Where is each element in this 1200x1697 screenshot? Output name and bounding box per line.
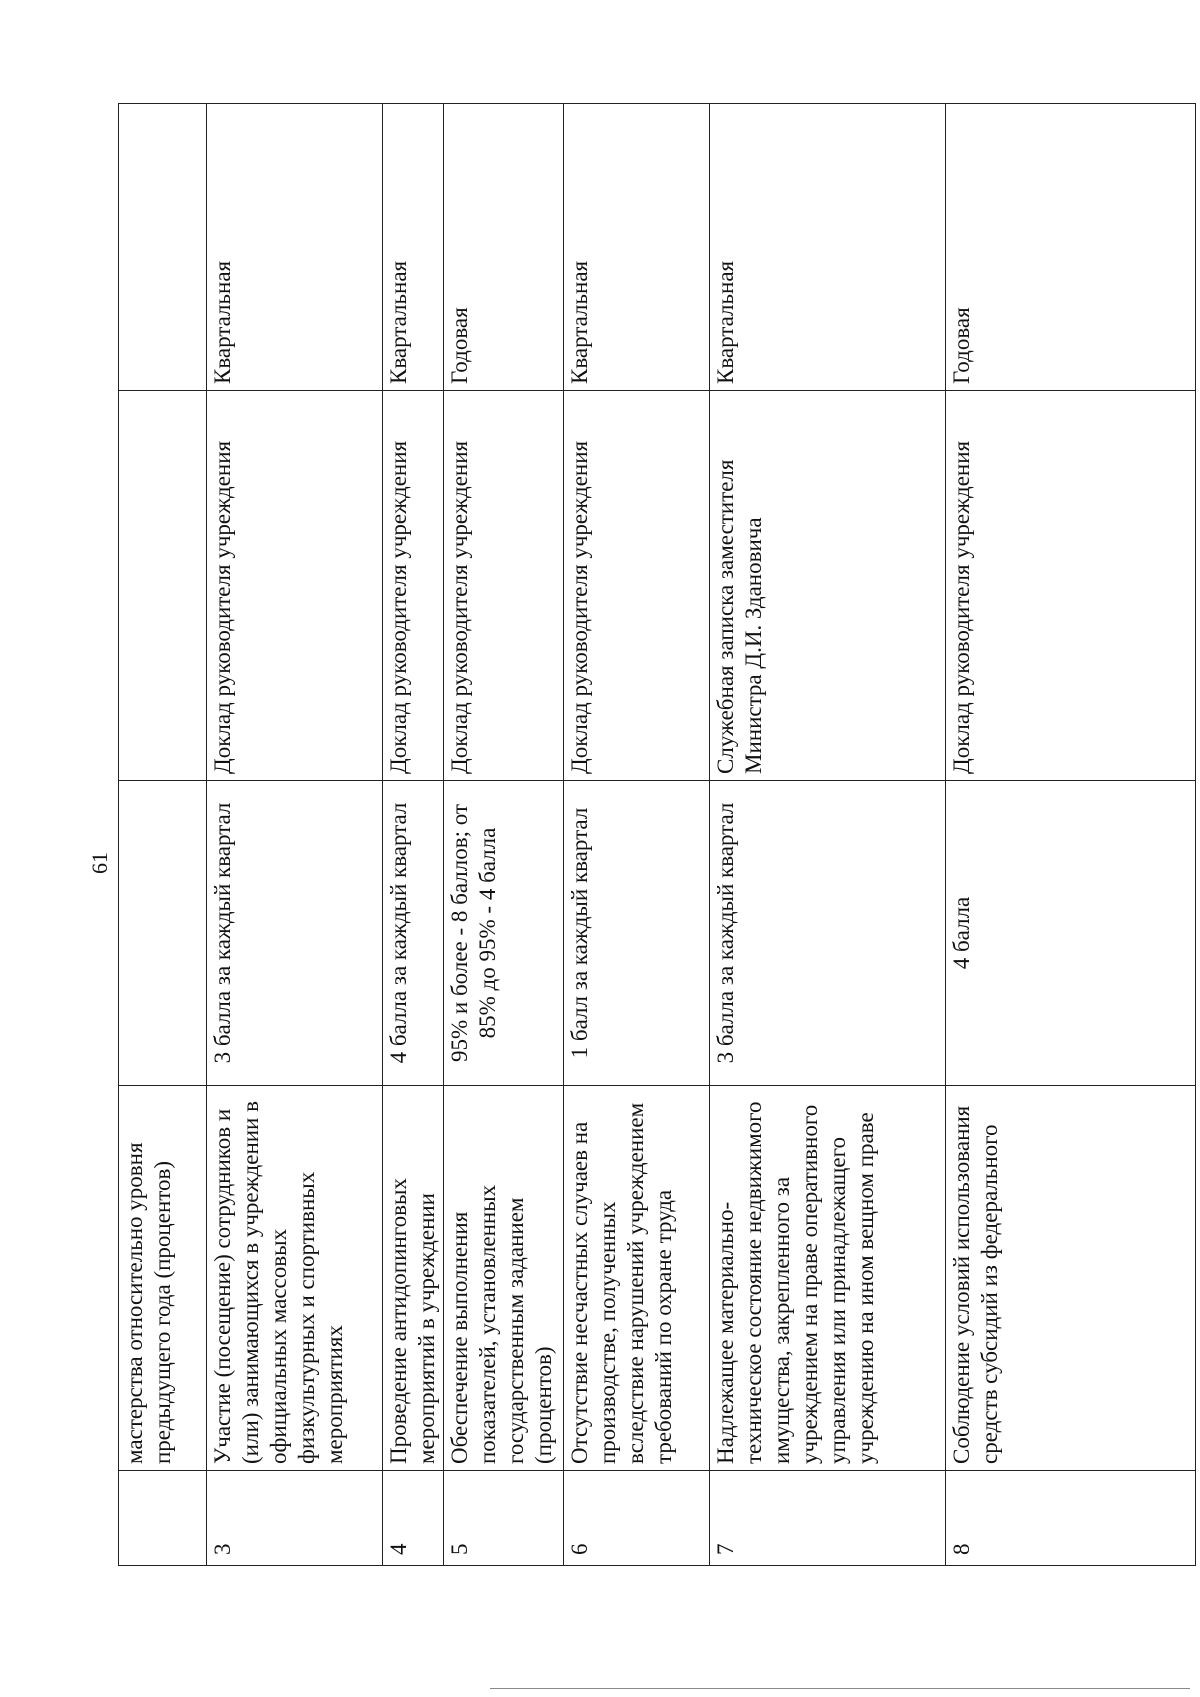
table-row: [207, 104, 383, 1566]
criterion-cell: Надлежащее материально-техническое состояние недвижимого имущества, закрепленного за учреждением на праве оперативного управления или принадлежащего учреждению на ином вещном праве: [710, 1086, 946, 1471]
scan-artifact-line: [490, 1688, 1190, 1689]
document-cell: Доклад руководителя учреждения: [564, 391, 710, 781]
criteria-table: [118, 103, 1196, 1566]
points-cell: 95% и более - 8 баллов; от 85% до 95% - 4 балла: [444, 781, 564, 1086]
criterion-cell: Отсутствие несчастных случаев на производстве, полученных вследствие нарушений учреждением требований по охране труда: [564, 1086, 710, 1471]
table-row: [383, 104, 444, 1566]
row-number: 4: [383, 1471, 444, 1566]
criterion-cell: мастерства относительно уровня предыдущего года (процентов): [119, 1086, 207, 1471]
periodicity-cell: Квартальная: [710, 104, 946, 391]
table-body: [119, 104, 1196, 1566]
table-row: [710, 104, 946, 1566]
periodicity-cell: Квартальная: [207, 104, 383, 391]
row-number: 6: [564, 1471, 710, 1566]
table-row: [119, 104, 207, 1566]
document-cell: [119, 391, 207, 781]
points-cell: 3 балла за каждый квартал: [710, 781, 946, 1086]
periodicity-cell: Годовая: [444, 104, 564, 391]
points-cell: 1 балл за каждый квартал: [564, 781, 710, 1086]
document-cell: Служебная записка заместителя Министра Д.И. Здановича: [710, 391, 946, 781]
row-number: 5: [444, 1471, 564, 1566]
document-cell: Доклад руководителя учреждения: [444, 391, 564, 781]
criterion-cell: Обеспечение выполнения показателей, установленных государственным заданием (процентов): [444, 1086, 564, 1471]
row-number: 3: [207, 1471, 383, 1566]
table-row: [444, 104, 564, 1566]
periodicity-cell: Квартальная: [564, 104, 710, 391]
periodicity-cell: [119, 104, 207, 391]
points-cell: 3 балла за каждый квартал: [207, 781, 383, 1086]
page-number: 61: [87, 852, 112, 874]
document-cell: Доклад руководителя учреждения: [946, 391, 1196, 781]
criterion-cell: Соблюдение условий использования средств субсидий из федерального: [946, 1086, 1196, 1471]
document-cell: Доклад руководителя учреждения: [207, 391, 383, 781]
periodicity-cell: Квартальная: [383, 104, 444, 391]
table-row: [946, 104, 1196, 1566]
points-cell: 4 балла за каждый квартал: [383, 781, 444, 1086]
table-row: [564, 104, 710, 1566]
criterion-cell: Проведение антидопинговых мероприятий в учреждении: [383, 1086, 444, 1471]
periodicity-cell: Годовая: [946, 104, 1196, 391]
criterion-cell: Участие (посещение) сотрудников и (или) занимающихся в учреждении в официальных массовых физкультурных и спортивных мероприятиях: [207, 1086, 383, 1471]
points-cell: 4 балла: [946, 781, 1196, 1086]
document-cell: Доклад руководителя учреждения: [383, 391, 444, 781]
row-number: 8: [946, 1471, 1196, 1566]
rotated-table-container: [118, 104, 1194, 1566]
row-number: [119, 1471, 207, 1566]
points-cell: [119, 781, 207, 1086]
row-number: 7: [710, 1471, 946, 1566]
